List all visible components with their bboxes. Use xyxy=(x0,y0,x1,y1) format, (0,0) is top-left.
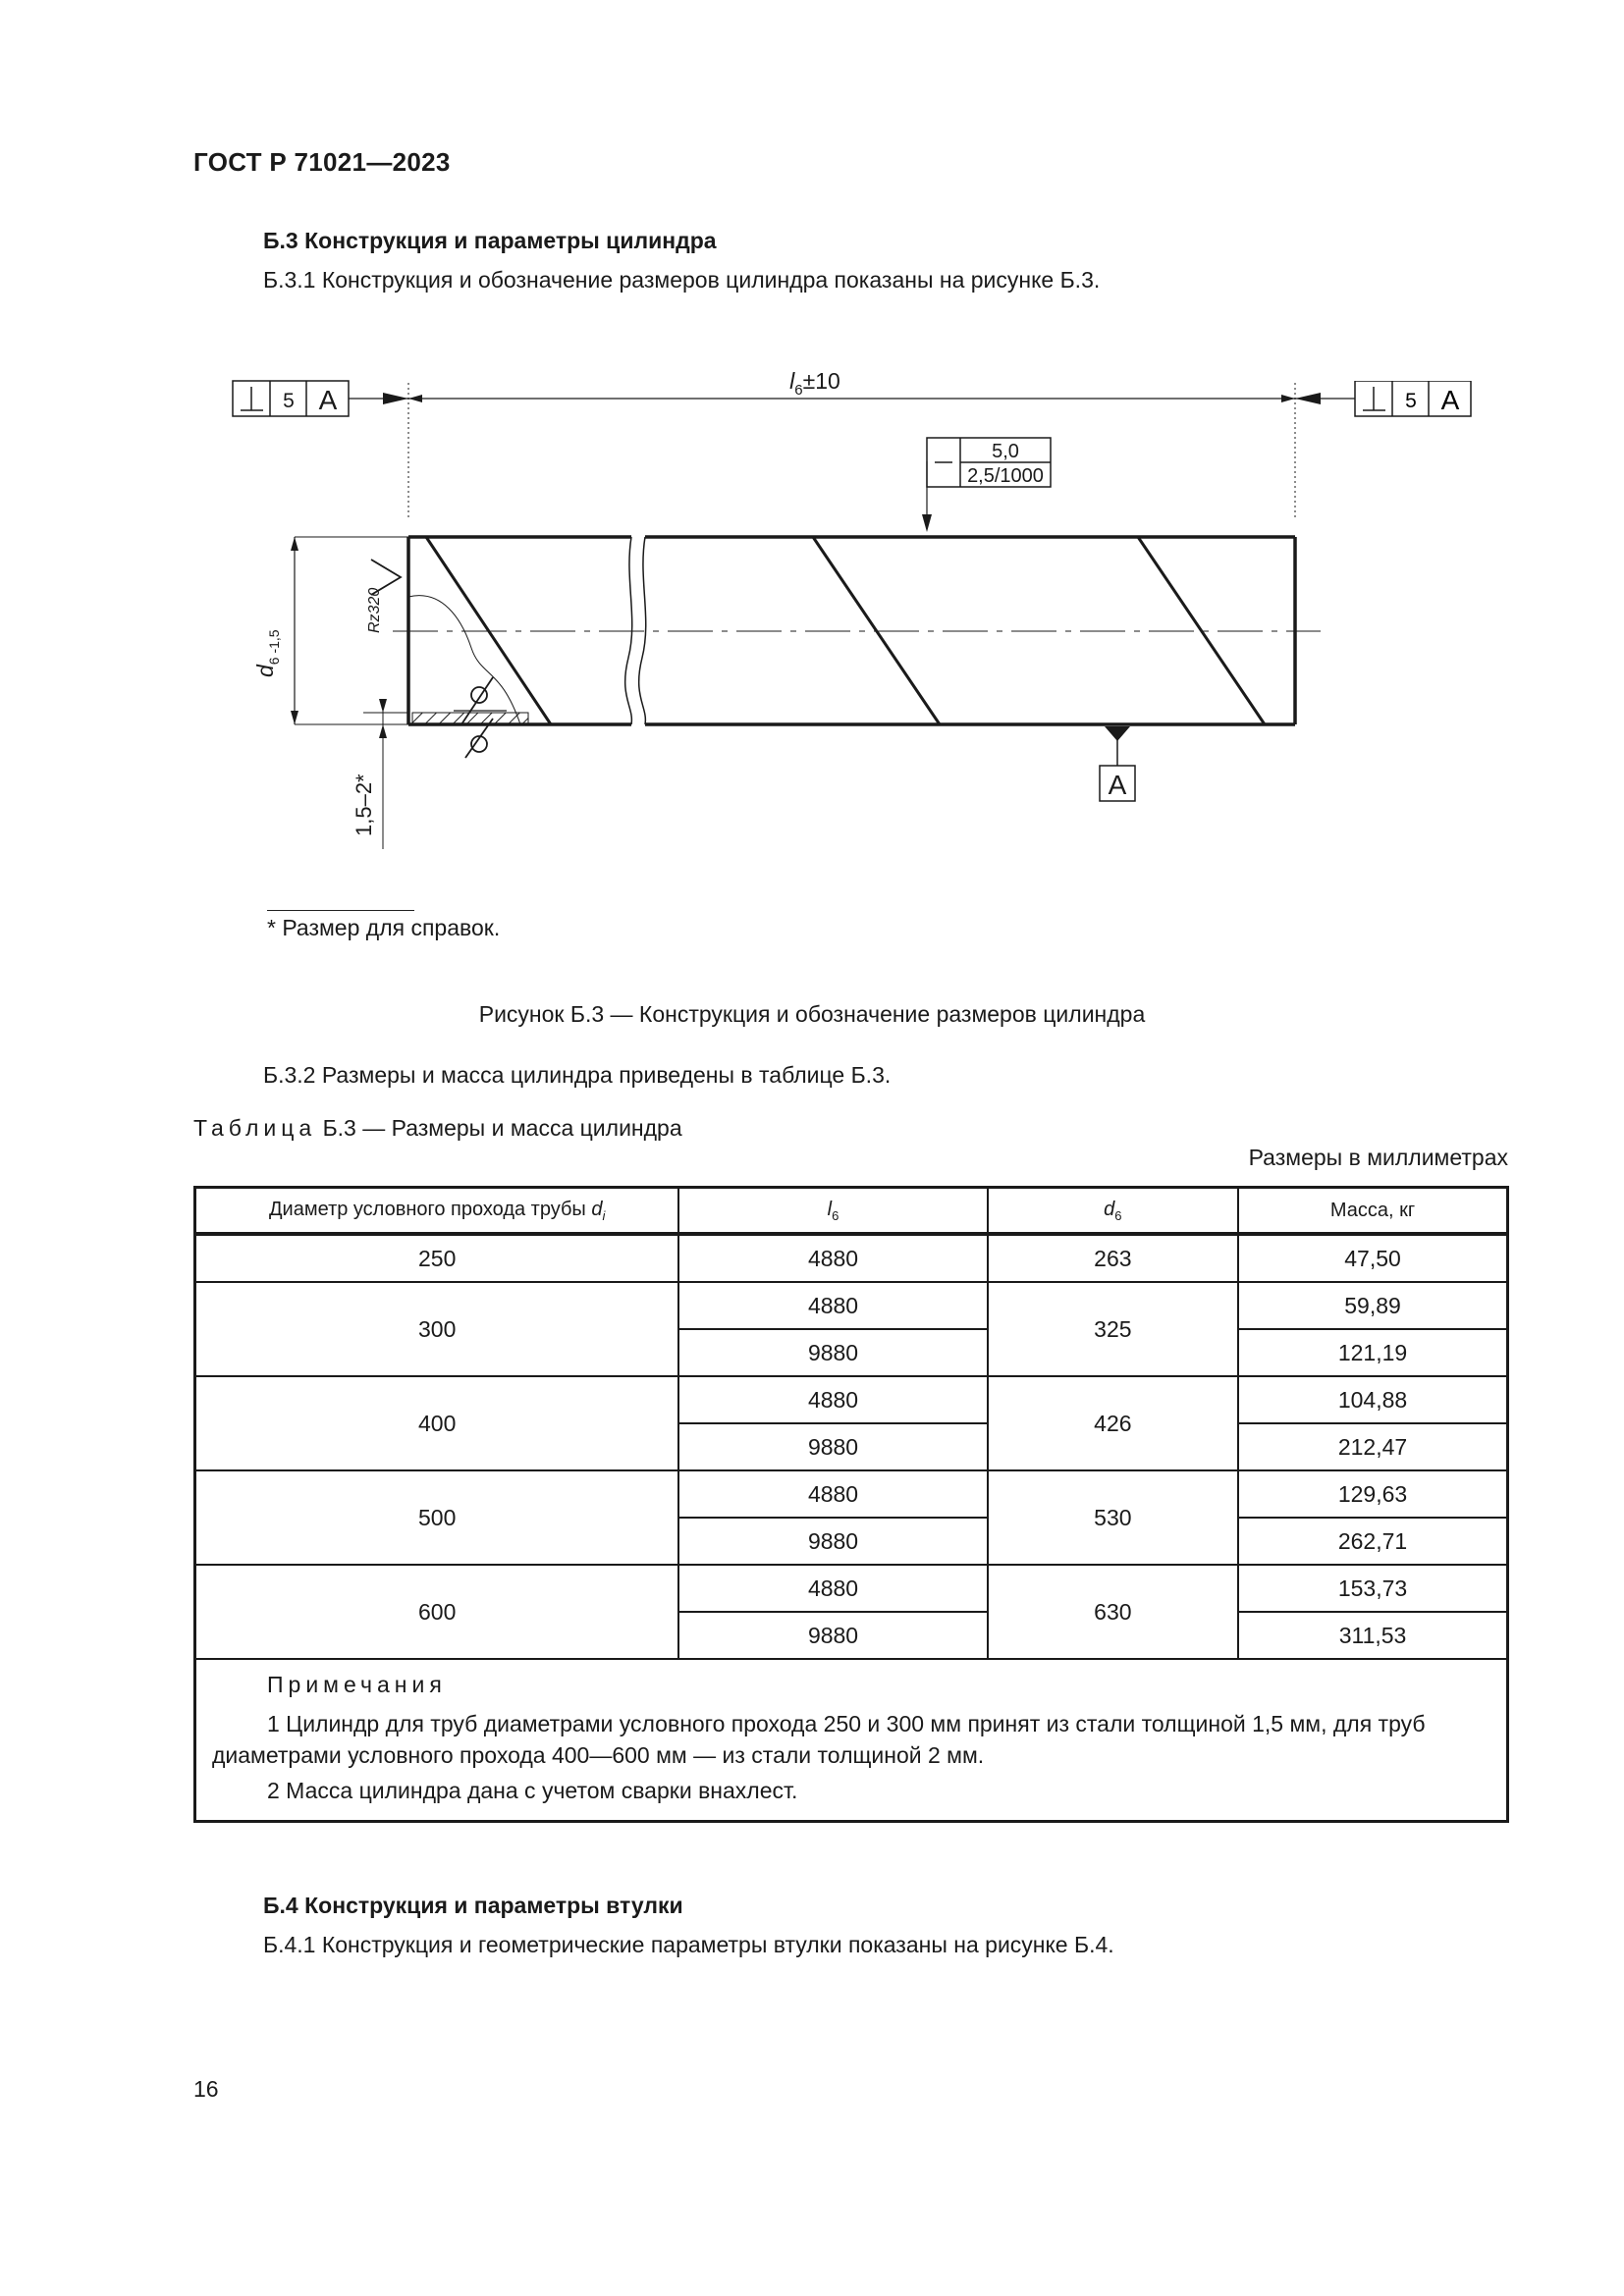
table-row: 9880 311,53 xyxy=(195,1612,1508,1659)
table-row: 9880 262,71 xyxy=(195,1518,1508,1565)
header-mass: Масса, кг xyxy=(1238,1188,1507,1235)
table-notes xyxy=(195,1659,1508,1822)
dim-arrow-left xyxy=(408,395,422,402)
svg-text:Rz320: Rz320 xyxy=(366,587,383,633)
section-b4-paragraph: Б.4.1 Конструкция и геометрические параметры втулки показаны на рисунке Б.4. xyxy=(263,1932,1114,1957)
table-row: 400 4880 426 104,88 xyxy=(195,1376,1508,1423)
document-title: ГОСТ Р 71021—2023 xyxy=(193,147,451,177)
notes-title: Примечания xyxy=(267,1672,447,1697)
table-header-row xyxy=(195,1188,1508,1235)
length-dimension-label: $l_6\pm 10$ xyxy=(789,368,840,399)
table-units: Размеры в миллиметрах xyxy=(1248,1145,1508,1170)
header-diameter: $d_6$ xyxy=(988,1188,1238,1235)
table-row: 300 4880 325 59,89 xyxy=(195,1282,1508,1329)
perpendicularity-frame-right-svg xyxy=(1353,381,1477,420)
table-notes-row xyxy=(195,1659,1508,1822)
svg-text:2,5/1000: 2,5/1000 xyxy=(967,465,1044,487)
table-row: 9880 121,19 xyxy=(195,1329,1508,1376)
dim-arrow-right xyxy=(1281,395,1295,402)
svg-text:5: 5 xyxy=(283,390,295,412)
figure-footnote: * Размер для справок. xyxy=(267,915,501,940)
section-b3-heading: Б.3 Конструкция и параметры цилиндра xyxy=(263,228,717,253)
svg-text:A: A xyxy=(1108,770,1127,800)
straightness-frame xyxy=(927,438,1051,487)
roughness-symbol xyxy=(366,560,401,633)
table-b3 xyxy=(193,1186,1509,1823)
page-number: 16 xyxy=(193,2076,219,2102)
paragraph-b3-2: Б.3.2 Размеры и масса цилиндра приведены в таблице Б.3. xyxy=(263,1062,892,1088)
table-row: 250 4880 263 47,50 xyxy=(195,1234,1508,1282)
datum-a-symbol xyxy=(1100,726,1135,801)
section-b4-heading: Б.4 Конструкция и параметры втулки xyxy=(263,1893,683,1918)
table-row: 500 4880 530 129,63 xyxy=(195,1470,1508,1518)
section-b3-paragraph: Б.3.1 Конструкция и обозначение размеров цилиндра показаны на рисунке Б.3. xyxy=(263,267,1101,293)
svg-text:A: A xyxy=(1440,385,1460,415)
header-length: $l_6$ xyxy=(678,1188,987,1235)
note-2: 2 Масса цилиндра дана с учетом сварки внахлест. xyxy=(267,1778,798,1803)
diameter-dimension-label: $d_{6 -1,5}$ xyxy=(252,629,282,677)
perpendicularity-frame-left xyxy=(233,381,349,416)
header-nominal-diameter: Диаметр условного прохода трубы $d_i$ xyxy=(195,1188,679,1235)
figure-cylinder-drawing xyxy=(226,353,1355,864)
table-caption: Таблица Б.3 — Размеры и масса цилиндра xyxy=(193,1115,682,1141)
footnote-rule xyxy=(267,910,414,911)
svg-text:5,0: 5,0 xyxy=(992,441,1019,462)
svg-text:5: 5 xyxy=(1405,390,1417,412)
note-1: 1 Цилиндр для труб диаметрами условного прохода 250 и 300 мм принят из стали толщиной 1,5 мм, для труб диаметрами условного прохода 400—600 мм — из стали толщиной 2 мм. xyxy=(212,1711,1426,1768)
svg-text:A: A xyxy=(318,385,338,415)
table-row: 600 4880 630 153,73 xyxy=(195,1565,1508,1612)
overlap-dimension-label: 1,5–2* xyxy=(352,774,376,836)
table-row: 9880 212,47 xyxy=(195,1423,1508,1470)
figure-caption: Рисунок Б.3 — Конструкция и обозначение размеров цилиндра xyxy=(478,1001,1146,1027)
